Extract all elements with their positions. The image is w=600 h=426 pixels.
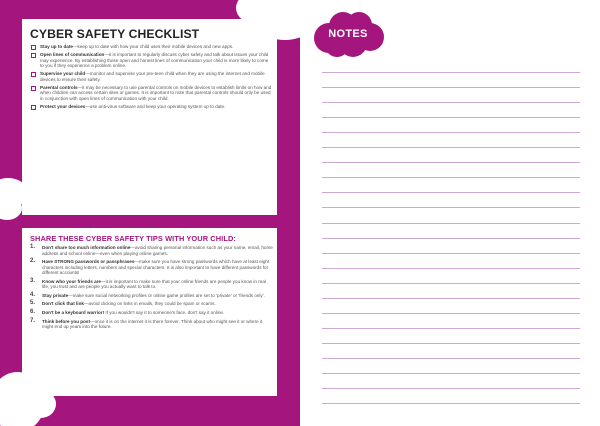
- checklist-list: [30, 44, 273, 112]
- note-line: [322, 207, 580, 208]
- checkbox-icon: [31, 105, 36, 110]
- note-line: [322, 223, 580, 224]
- tip-item-text: —avoid sharing personal information such as your name, email, home address and school online—even when playing online games.: [42, 245, 273, 256]
- checkbox-icon: [31, 45, 36, 50]
- tip-item-text: —make sure social networking profiles or online game profiles are set to 'private' or 'friends only'.: [68, 292, 265, 298]
- cloud-decoration-left-small: [0, 196, 22, 220]
- checklist-item: [30, 52, 273, 69]
- note-line: [322, 162, 580, 163]
- tip-item-term: Stay private: [42, 292, 69, 298]
- tip-item-term: Have STRONG passwords or passphrases: [42, 259, 135, 265]
- tip-item: [30, 319, 273, 330]
- tip-item: [30, 279, 273, 290]
- checklist-item-text: —it is important to regularly discuss cyber safety and talk about issues your child may experience. By establishing these open and honest lines of communication your child is more likely to come to you if they experience a problem online.: [40, 52, 269, 68]
- notes-title: NOTES: [328, 28, 368, 40]
- checklist-item: [30, 44, 273, 50]
- tip-item: [30, 259, 273, 276]
- checklist-item-text: —monitor and supervise your pre-teen child when they are using the internet and mobile devices to ensure their safety.: [40, 71, 265, 82]
- tip-number: 3.: [30, 277, 36, 284]
- note-line: [322, 313, 580, 314]
- tip-item-term: Don't be a keyboard warrior!: [42, 309, 105, 315]
- note-line: [322, 87, 580, 88]
- note-line: [322, 403, 580, 404]
- checklist-card: [22, 19, 277, 215]
- note-line: [322, 328, 580, 329]
- checklist-item-term: Stay up to date: [40, 44, 73, 49]
- note-line: [322, 373, 580, 374]
- note-line: [322, 238, 580, 239]
- note-line: [322, 283, 580, 284]
- tips-list: [30, 245, 273, 333]
- tip-item: [30, 301, 273, 307]
- tip-item-term: Know who your friends are: [42, 278, 101, 284]
- checklist-item-term: Parental controls: [40, 84, 78, 90]
- note-line: [322, 253, 580, 254]
- notes-lines: [322, 72, 580, 417]
- checkbox-icon: [31, 72, 36, 77]
- tip-number: 7.: [30, 317, 36, 324]
- checklist-item-text: —it may be necessary to use parental controls on mobile devices to establish limits on how and when children can access certain sites or games. It is important to note that parental controls should only be used in conjunction with open lines of communication with your child.: [40, 84, 272, 101]
- checklist-item-term: Open lines of communication: [40, 52, 105, 57]
- note-line: [322, 268, 580, 269]
- tips-card: [22, 228, 277, 396]
- tip-number: 1.: [30, 244, 36, 250]
- notes-badge: [309, 10, 387, 58]
- notes-page: [300, 0, 600, 426]
- tip-item: [30, 293, 273, 299]
- tip-number: 2.: [30, 258, 36, 265]
- tip-item-term: Don't share too much information online: [42, 245, 131, 250]
- note-line: [322, 298, 580, 299]
- tip-item-text: —once it is on the internet it is there forever. Think about who might see it or where it might end up years into the future.: [42, 318, 263, 330]
- checklist-item-text: —use anti-virus software and keep your operating system up to date.: [85, 103, 226, 109]
- tip-item: [30, 310, 273, 316]
- tip-item-text: If you wouldn't say it to someone's face, don't say it online.: [104, 309, 225, 315]
- note-line: [322, 388, 580, 389]
- checklist-item: [30, 85, 273, 102]
- checklist-title: CYBER SAFETY CHECKLIST: [30, 27, 200, 41]
- tip-item-text: —it is important to make sure that your online friends are people you know in real life, you trust and are people you actually want to talk to.: [42, 278, 266, 290]
- note-line: [322, 177, 580, 178]
- checklist-item-term: Supervise your child: [40, 71, 86, 76]
- checklist-item-term: Protect your devices: [40, 103, 86, 109]
- note-line: [322, 192, 580, 193]
- tip-number: 6.: [30, 308, 36, 315]
- tip-item-text: —make sure you have strong passwords which have at least eight characters including letters, numbers and special characters. It is also important to have different passwords for different accounts!: [42, 259, 270, 276]
- tip-item-text: —avoid clicking on links in emails, they could be spam or scams.: [83, 301, 216, 307]
- checkbox-icon: [31, 86, 36, 91]
- tip-number: 4.: [30, 291, 36, 298]
- checklist-item: [30, 104, 273, 110]
- tip-item: [30, 245, 273, 256]
- note-line: [322, 132, 580, 133]
- checklist-item: [30, 71, 273, 82]
- tip-item-term: Don't click that link: [42, 301, 84, 307]
- note-line: [322, 358, 580, 359]
- tip-number: 5.: [30, 300, 36, 307]
- checkbox-icon: [31, 53, 36, 58]
- note-line: [322, 147, 580, 148]
- tips-title: SHARE THESE CYBER SAFETY TIPS WITH YOUR CHILD:: [30, 234, 236, 243]
- tip-item-term: Think before you post: [42, 318, 90, 324]
- note-line: [322, 117, 580, 118]
- checklist-item-text: —keep up to date with how your child uses their mobile devices and new apps.: [72, 44, 234, 49]
- note-line: [322, 72, 580, 73]
- note-line: [322, 343, 580, 344]
- note-line: [322, 102, 580, 103]
